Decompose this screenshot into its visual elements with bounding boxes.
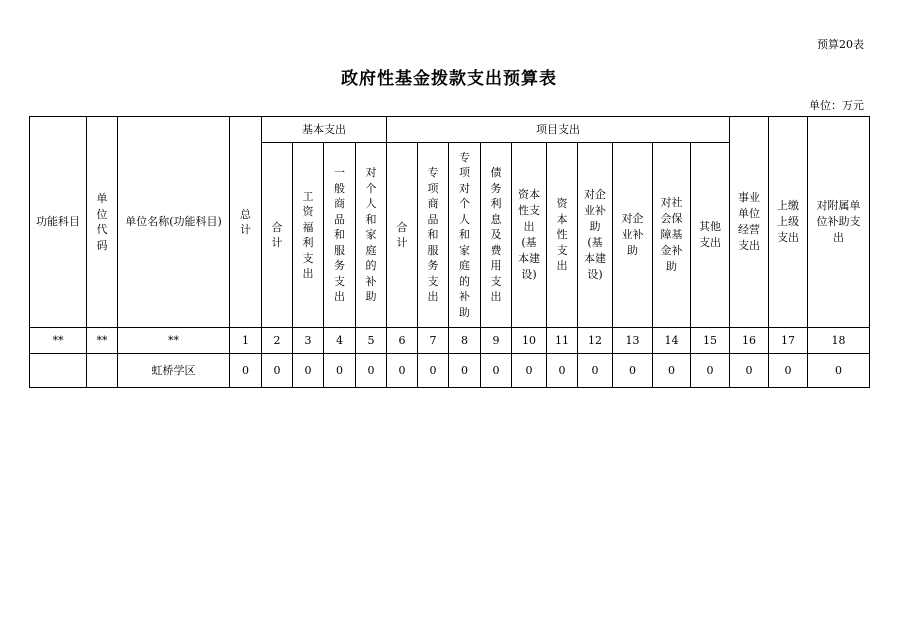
header-business: 事业单位经营支出 (730, 117, 769, 328)
index-cell: ** (118, 328, 230, 354)
index-cell: 7 (418, 328, 449, 354)
data-cell: 0 (547, 354, 578, 388)
page-title: 政府性基金拨款支出预算表 (341, 69, 557, 89)
index-cell: 1 (230, 328, 262, 354)
data-cell: 0 (613, 354, 653, 388)
header-project-capital: 资本性支出 (547, 143, 578, 328)
header-project-capital-build: 资本性支出(基本建设) (512, 143, 547, 328)
index-cell: 16 (730, 328, 769, 354)
index-row (30, 328, 870, 354)
index-cell: 17 (769, 328, 808, 354)
header-unit-code: 单位代码 (87, 117, 118, 328)
index-cell: 8 (449, 328, 481, 354)
data-cell: 0 (578, 354, 613, 388)
header-project-goods: 专项商品和服务支出 (418, 143, 449, 328)
index-cell: ** (30, 328, 87, 354)
header-basic-goods: 一般商品和服务支出 (324, 143, 356, 328)
header-project-other: 其他支出 (691, 143, 730, 328)
index-cell: 13 (613, 328, 653, 354)
index-cell: ** (87, 328, 118, 354)
data-cell: 0 (230, 354, 262, 388)
data-cell: 0 (730, 354, 769, 388)
header-project-enterprise-build: 对企业补助(基本建设) (578, 143, 613, 328)
table-row (30, 354, 870, 388)
header-func-subject: 功能科目 (30, 117, 87, 328)
data-cell: 0 (387, 354, 418, 388)
index-cell: 18 (808, 328, 870, 354)
index-cell: 9 (481, 328, 512, 354)
index-cell: 6 (387, 328, 418, 354)
data-cell: 0 (808, 354, 870, 388)
data-cell: 虹桥学区 (118, 354, 230, 388)
data-cell: 0 (512, 354, 547, 388)
data-cell: 0 (324, 354, 356, 388)
header-project-personal: 专项对个人和家庭的补助 (449, 143, 481, 328)
data-cell: 0 (356, 354, 387, 388)
header-upper: 上缴上级支出 (769, 117, 808, 328)
data-cell: 0 (293, 354, 324, 388)
header-project-group: 项目支出 (387, 117, 730, 143)
header-unit-name: 单位名称(功能科目) (118, 117, 230, 328)
data-cell: 0 (769, 354, 808, 388)
header-subsidiary: 对附属单位补助支出 (808, 117, 870, 328)
index-cell: 14 (653, 328, 691, 354)
index-cell: 15 (691, 328, 730, 354)
index-cell: 2 (262, 328, 293, 354)
data-cell: 0 (449, 354, 481, 388)
data-cell (87, 354, 118, 388)
index-cell: 4 (324, 328, 356, 354)
header-project-social: 对社会保障基金补助 (653, 143, 691, 328)
index-cell: 10 (512, 328, 547, 354)
data-cell: 0 (691, 354, 730, 388)
header-basic-group: 基本支出 (262, 117, 387, 143)
index-cell: 11 (547, 328, 578, 354)
header-basic-subtotal: 合计 (262, 143, 293, 328)
header-basic-personal: 对个人和家庭的补助 (356, 143, 387, 328)
index-cell: 3 (293, 328, 324, 354)
header-project-subtotal: 合计 (387, 143, 418, 328)
header-total: 总计 (230, 117, 262, 328)
data-cell: 0 (481, 354, 512, 388)
data-cell (30, 354, 87, 388)
header-project-enterprise: 对企业补助 (613, 143, 653, 328)
unit-label: 单位：万元 (809, 99, 864, 112)
form-number: 预算20表 (817, 38, 864, 51)
index-cell: 5 (356, 328, 387, 354)
data-cell: 0 (262, 354, 293, 388)
data-cell: 0 (418, 354, 449, 388)
budget-table (29, 116, 870, 388)
header-project-debt: 债务利息及费用支出 (481, 143, 512, 328)
index-cell: 12 (578, 328, 613, 354)
data-cell: 0 (653, 354, 691, 388)
header-basic-wages: 工资福利支出 (293, 143, 324, 328)
